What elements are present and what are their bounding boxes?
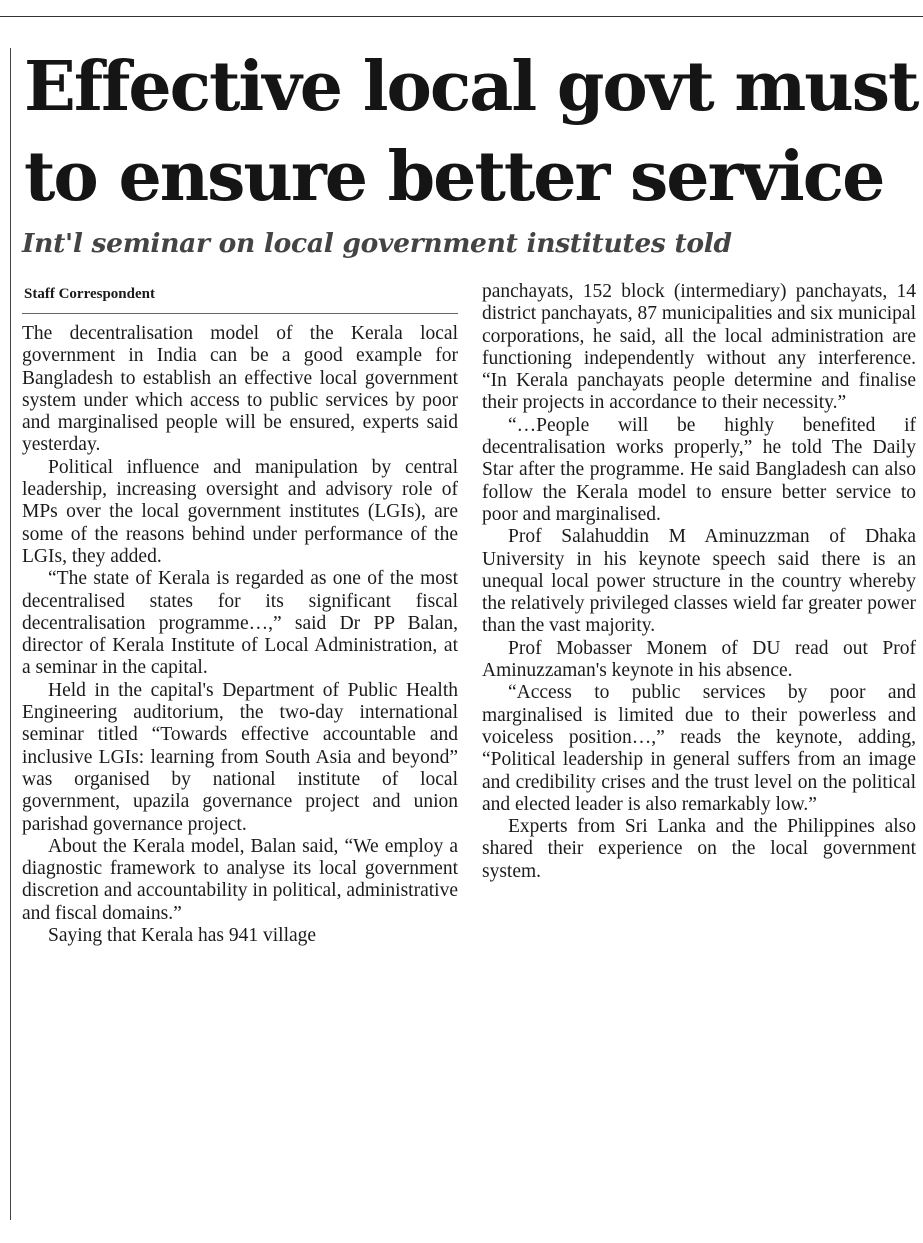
paragraph: “Access to public services by poor and marginalised is limited due to their powerless and voiceless position…,” reads the keynote, adding, “Political leadership in general suffers from an image and credibility crises and the trust level on the political and elected leader is also remarkably low.” <box>482 682 916 815</box>
paragraph: Political influence and manipulation by central leadership, increasing oversight and advisory role of MPs over the local government institutes (LGIs), are some of the reasons behind under performance of the LGIs, they added. <box>22 456 458 567</box>
paragraph: “The state of Kerala is regarded as one of the most decentralised states for its significant fiscal decentralisation programme…,” said Dr PP Balan, director of Kerala Institute of Local Administration, at a seminar in the capital. <box>22 568 458 679</box>
paragraph: Prof Salahuddin M Aminuzzman of Dhaka University in his keynote speech said there is an unequal local power structure in the country whereby the relatively privileged classes wield far greater power than the vast majority. <box>482 526 916 637</box>
paragraph: “…People will be highly benefited if decentralisation works properly,” he told The Daily Star after the programme. He said Bangladesh can also follow the Kerala model to ensure better service to poor and marginalised. <box>482 414 916 525</box>
headline <box>24 42 918 222</box>
article-column-1 <box>22 323 458 947</box>
paragraph: Prof Mobasser Monem of DU read out Prof Aminuzzaman's keynote in his absence. <box>482 637 916 682</box>
article-column-2 <box>482 281 916 883</box>
headline-line-1: Effective local govt must <box>24 47 918 127</box>
headline-line-2: to ensure better service <box>24 137 884 217</box>
byline <box>24 284 424 304</box>
paragraph: Saying that Kerala has 941 village <box>48 925 317 947</box>
top-rule <box>0 16 923 17</box>
paragraph: About the Kerala model, Balan said, “We employ a diagnostic framework to analyse its local government discretion and accountability in political, administrative and fiscal domains.” <box>22 835 458 924</box>
paragraph: Experts from Sri Lanka and the Philippines also shared their experience on the local government system. <box>482 816 916 882</box>
byline-rule <box>22 313 458 314</box>
paragraph: panchayats, 152 block (intermediary) panchayats, 14 district panchayats, 87 municipalities and six municipal corporations, he said, all the local administration are functioning independently without any interference. “In Kerala panchayats people determine and finalise their projects in accordance to their necessity.” <box>482 281 916 414</box>
left-column-rule <box>10 48 11 1220</box>
paragraph: The decentralisation model of the Kerala local government in India can be a good example for Bangladesh to establish an effective local government system under which access to public services by poor and marginalised people will be ensured, experts said yesterday. <box>22 323 458 456</box>
paragraph: Held in the capital's Department of Public Health Engineering auditorium, the two-day international seminar titled “Towards effective accountable and inclusive LGIs: learning from South Asia and beyond” was organised by national institute of local government, upazila governance project and union parishad governance project. <box>22 679 458 835</box>
subheadline: Int'l seminar on local government institutes told <box>22 228 732 259</box>
byline-text: Staff Correspondent <box>24 286 155 302</box>
